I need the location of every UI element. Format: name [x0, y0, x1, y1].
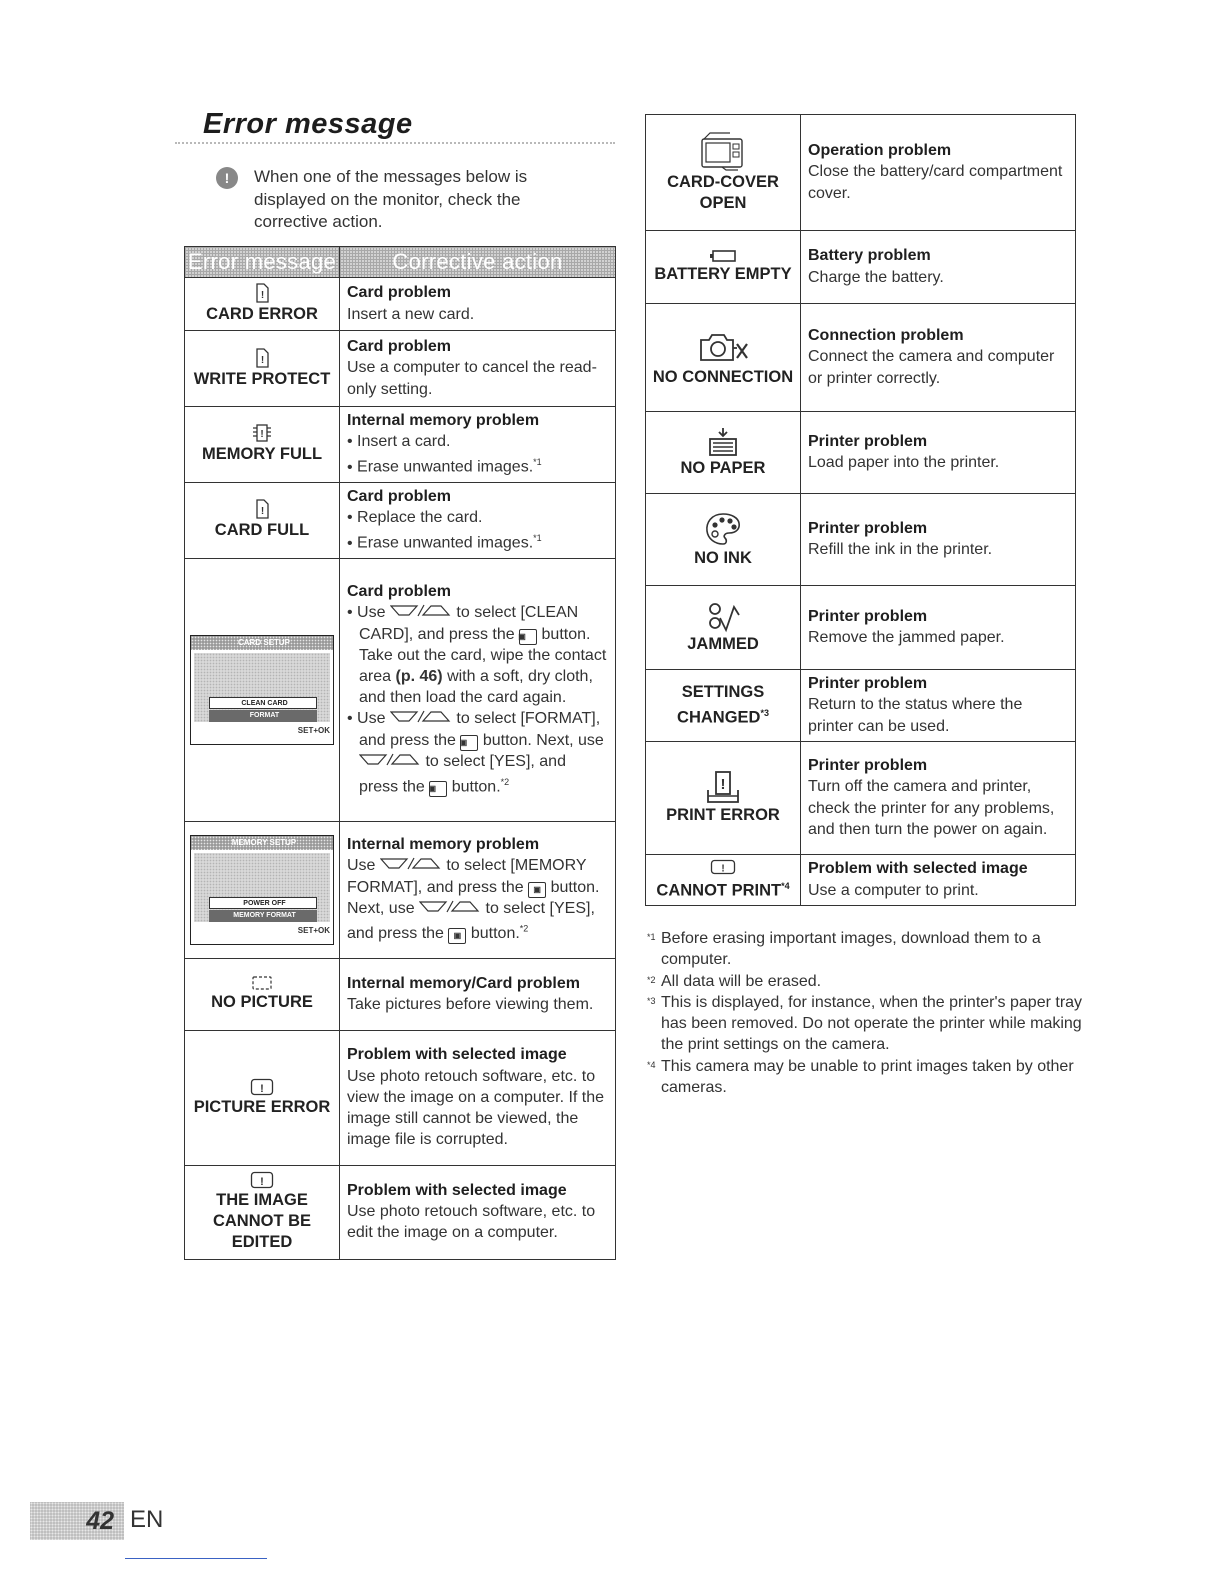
footnotes — [645, 928, 1085, 1098]
error-cell — [185, 331, 340, 407]
error-cell — [646, 494, 801, 586]
svg-text:!: ! — [260, 290, 265, 301]
error-message: CARD ERROR — [206, 305, 318, 323]
action-text: Close the battery/card compartment cover. — [808, 163, 1063, 202]
action-cell — [340, 958, 616, 1030]
footnote-text: This is displayed, for instance, when the printer's paper tray has been removed. Do not operate the printer while making the print settings on the camera. — [661, 993, 1083, 1054]
problem-title: Internal memory problem — [347, 836, 540, 854]
bullet-text: button. Take out the card, wipe the contact area — [359, 625, 607, 685]
table-row — [185, 958, 616, 1030]
footnote-mark: *2 — [647, 974, 656, 985]
error-message: CARD-COVER OPEN — [667, 173, 779, 212]
problem-title: Card problem — [347, 487, 452, 505]
bullet-text: Use — [357, 604, 386, 622]
footnote — [645, 971, 1085, 992]
problem-title: Problem with selected image — [347, 1182, 567, 1200]
up-down-arrows-icon — [380, 857, 442, 870]
error-message: CANNOT PRINT — [656, 881, 782, 900]
action-text: Refill the ink in the printer. — [808, 541, 993, 558]
bullet-text: Erase unwanted images. — [357, 534, 534, 552]
action-bullet — [347, 708, 609, 797]
problem-title: Printer problem — [808, 432, 928, 450]
problem-title: Card problem — [347, 284, 452, 302]
action-cell — [340, 1165, 616, 1259]
action-cell — [340, 278, 616, 331]
problem-title: Printer problem — [808, 757, 928, 775]
up-down-arrows-icon — [419, 900, 481, 913]
card-setup-screen — [190, 635, 334, 745]
menu-option-power-off: POWER OFF — [209, 897, 317, 909]
action-text: Connect the camera and computer or printer correctly. — [808, 348, 1055, 387]
action-cell — [801, 586, 1076, 670]
menu-option-clean-card: CLEAN CARD — [209, 697, 317, 709]
error-cell — [185, 958, 340, 1030]
action-text-part: button. — [470, 925, 520, 943]
table-row — [646, 670, 1076, 742]
table-row — [185, 407, 616, 483]
table-row — [646, 855, 1076, 906]
table-row — [185, 1030, 616, 1165]
table-row — [646, 742, 1076, 855]
problem-title: Card problem — [347, 338, 452, 356]
table-header-row — [185, 247, 616, 278]
intro-text: When one of the messages below is displayed on the monitor, check the corrective action. — [254, 167, 528, 231]
footnote-mark: *4 — [647, 1059, 656, 1070]
action-text: Load paper into the printer. — [808, 454, 1000, 471]
ok-button-icon: ▣ — [448, 928, 466, 944]
svg-text:!: ! — [260, 506, 265, 518]
action-cell — [801, 304, 1076, 412]
bullet-text: to select [YES], and press the — [359, 752, 566, 796]
action-text: Use a computer to print. — [808, 881, 979, 899]
action-cell — [340, 558, 616, 821]
ok-button-icon: ▣ — [528, 882, 546, 898]
screen-title: CARD SETUP — [191, 636, 333, 650]
action-text: Use photo retouch software, etc. to view the image on a computer. If the image still cannot be viewed, the image file is corrupted. — [347, 1067, 605, 1149]
footnote — [645, 928, 1085, 971]
error-cell — [185, 821, 340, 958]
action-text: Charge the battery. — [808, 268, 944, 286]
table-row — [185, 278, 616, 331]
error-message: PICTURE ERROR — [193, 1097, 331, 1116]
table-row — [646, 115, 1076, 231]
action-cell — [801, 670, 1076, 742]
bullet-text: Replace the card. — [357, 509, 483, 527]
action-cell — [340, 1030, 616, 1165]
svg-text:!: ! — [260, 1176, 264, 1189]
action-bullet — [347, 528, 609, 554]
footnote-mark: *1 — [647, 932, 656, 942]
picture-error-icon — [250, 1078, 274, 1096]
action-cell — [801, 115, 1076, 231]
action-cell — [340, 331, 616, 407]
problem-title: Internal memory problem — [347, 412, 540, 429]
footnote-ref: *4 — [781, 880, 790, 891]
error-cell — [185, 482, 340, 558]
error-message: JAMMED — [687, 634, 759, 653]
error-cell — [646, 304, 801, 412]
bullet-text: to select [FORMAT], and press the — [359, 710, 601, 749]
action-bullet — [347, 602, 609, 708]
action-text-part: button. Next, use — [347, 878, 600, 917]
action-bullet — [347, 452, 609, 478]
footnote-ref: *2 — [519, 924, 529, 935]
error-message: THE IMAGE CANNOT BE EDITED — [212, 1191, 312, 1252]
action-cell — [801, 494, 1076, 586]
table-row — [646, 412, 1076, 494]
card-cover-open-icon — [700, 131, 746, 171]
problem-title: Printer problem — [808, 519, 928, 537]
svg-text:!: ! — [260, 429, 264, 441]
bullet-text: button. — [451, 778, 501, 796]
footnote-ref: *2 — [500, 777, 510, 788]
action-text: Use a computer to cancel the read-only setting. — [347, 359, 597, 398]
table-row — [185, 482, 616, 558]
error-table-left — [184, 246, 616, 1260]
memory-setup-screen — [190, 835, 334, 945]
error-cell — [646, 586, 801, 670]
section-title-text: Error message — [203, 108, 413, 140]
action-cell — [801, 231, 1076, 304]
table-row — [185, 821, 616, 958]
page-number: 42 — [86, 1507, 114, 1535]
action-cell — [340, 407, 616, 483]
error-message: PRINT ERROR — [666, 806, 780, 824]
paper-jam-icon — [706, 601, 740, 633]
error-message: CARD FULL — [214, 521, 310, 540]
action-text: Use photo retouch software, etc. to edit the image on a computer. — [347, 1203, 596, 1242]
no-picture-icon — [251, 975, 273, 991]
table-row — [185, 1165, 616, 1259]
image-edit-error-icon — [250, 1171, 274, 1189]
error-table-right — [645, 114, 1076, 906]
footnote-text: All data will be erased. — [661, 972, 822, 990]
problem-title: Problem with selected image — [808, 860, 1028, 878]
error-message: NO PICTURE — [211, 993, 313, 1012]
svg-text:!: ! — [721, 863, 725, 875]
menu-option-memory-format: MEMORY FORMAT — [209, 910, 317, 922]
intro-note — [218, 166, 578, 234]
action-text: Remove the jammed paper. — [808, 629, 1005, 646]
table-row — [185, 331, 616, 407]
footnote-text: Before erasing important images, download them to a computer. — [661, 930, 1041, 969]
cannot-print-icon — [710, 859, 736, 875]
error-cell — [646, 742, 801, 855]
error-cell — [646, 115, 801, 231]
card-icon — [255, 348, 269, 368]
error-message: NO PAPER — [680, 458, 766, 477]
error-cell — [185, 407, 340, 483]
footnote-text: This camera may be unable to print images taken by other cameras. — [661, 1057, 1074, 1097]
action-text — [347, 857, 600, 942]
footnote-ref: *3 — [760, 708, 769, 719]
table-row — [646, 304, 1076, 412]
problem-title: Operation problem — [808, 142, 952, 160]
error-cell — [646, 231, 801, 304]
no-connection-icon — [697, 328, 749, 366]
bullet-text: to select [CLEAN CARD], and press the — [359, 604, 579, 643]
error-cell — [646, 412, 801, 494]
error-message: SETTINGS CHANGED — [677, 683, 765, 727]
action-text: Turn off the camera and printer, check the printer for any problems, and then turn the power on again. — [808, 778, 1055, 838]
footnote-mark: *3 — [647, 995, 656, 1006]
action-text: Take pictures before viewing them. — [347, 995, 594, 1013]
svg-text:!: ! — [260, 354, 265, 366]
error-message: NO CONNECTION — [652, 367, 794, 386]
error-message: BATTERY EMPTY — [654, 265, 792, 283]
section-title — [175, 106, 615, 144]
card-icon — [255, 283, 269, 303]
bullet-text: button. Next, use — [482, 731, 604, 749]
svg-text:!: ! — [260, 1082, 264, 1095]
action-text: Insert a new card. — [347, 305, 475, 323]
action-cell — [801, 412, 1076, 494]
header-corrective-action: Corrective action — [340, 247, 616, 278]
table-row — [646, 231, 1076, 304]
set-ok-label: SET+OK — [297, 725, 330, 735]
error-message: NO INK — [694, 548, 752, 567]
card-icon — [255, 499, 269, 519]
footnote — [645, 992, 1085, 1056]
hint-icon: ! — [216, 167, 238, 189]
footer-rule — [125, 1558, 267, 1559]
action-cell — [801, 855, 1076, 906]
footnote-ref: *1 — [533, 457, 542, 468]
error-message: MEMORY FULL — [201, 445, 323, 464]
error-cell — [646, 855, 801, 906]
action-bullet — [347, 431, 609, 452]
action-cell — [340, 482, 616, 558]
ok-button-icon: ▣ — [429, 781, 447, 797]
action-text-part: to select [MEMORY FORMAT], and press the — [347, 857, 587, 896]
ok-button-icon: ▣ — [460, 735, 478, 751]
error-cell — [185, 558, 340, 821]
page-ref: (p. 46) — [395, 668, 443, 685]
print-error-icon — [706, 770, 740, 804]
problem-title: Battery problem — [808, 247, 931, 265]
problem-title: Card problem — [347, 583, 452, 601]
ok-button-icon: ▣ — [519, 629, 537, 645]
action-bullet — [347, 507, 609, 528]
error-cell — [646, 670, 801, 742]
problem-title: Connection problem — [808, 327, 964, 345]
problem-title: Printer problem — [808, 607, 928, 625]
error-cell — [185, 1030, 340, 1165]
action-cell — [801, 742, 1076, 855]
table-row — [646, 494, 1076, 586]
action-cell — [340, 821, 616, 958]
page-language: EN — [130, 1506, 164, 1533]
battery-empty-icon — [709, 249, 737, 263]
up-down-arrows-icon — [390, 604, 452, 617]
error-cell — [185, 278, 340, 331]
footnote — [645, 1056, 1085, 1099]
table-row — [185, 558, 616, 821]
error-cell — [185, 1165, 340, 1259]
action-text-part: Use — [347, 857, 376, 875]
ink-palette-icon — [703, 511, 743, 547]
problem-title: Printer problem — [808, 675, 928, 693]
set-ok-label: SET+OK — [297, 925, 330, 935]
footnote-ref: *1 — [533, 533, 542, 544]
bullet-text: Erase unwanted images. — [357, 458, 534, 476]
action-text-part: to select [YES], and press the — [347, 899, 595, 943]
svg-text:!: ! — [720, 776, 726, 793]
table-row — [646, 586, 1076, 670]
no-paper-icon — [707, 427, 739, 457]
up-down-arrows-icon — [359, 753, 421, 766]
error-message: WRITE PROTECT — [193, 369, 331, 388]
page-number-badge — [30, 1502, 124, 1540]
bullet-text: Insert a card. — [357, 433, 451, 451]
screen-title: MEMORY SETUP — [191, 836, 333, 850]
menu-option-format: FORMAT — [209, 710, 317, 722]
bullet-text: with a soft, dry cloth, and then load the card again. — [359, 668, 593, 707]
header-error-message: Error message — [185, 247, 340, 278]
problem-title: Problem with selected image — [347, 1046, 567, 1064]
bullet-text: Use — [357, 710, 386, 728]
internal-memory-icon — [252, 423, 272, 443]
problem-title: Internal memory/Card problem — [347, 974, 580, 992]
up-down-arrows-icon — [390, 710, 452, 723]
action-text: Return to the status where the printer can be used. — [808, 696, 1023, 735]
